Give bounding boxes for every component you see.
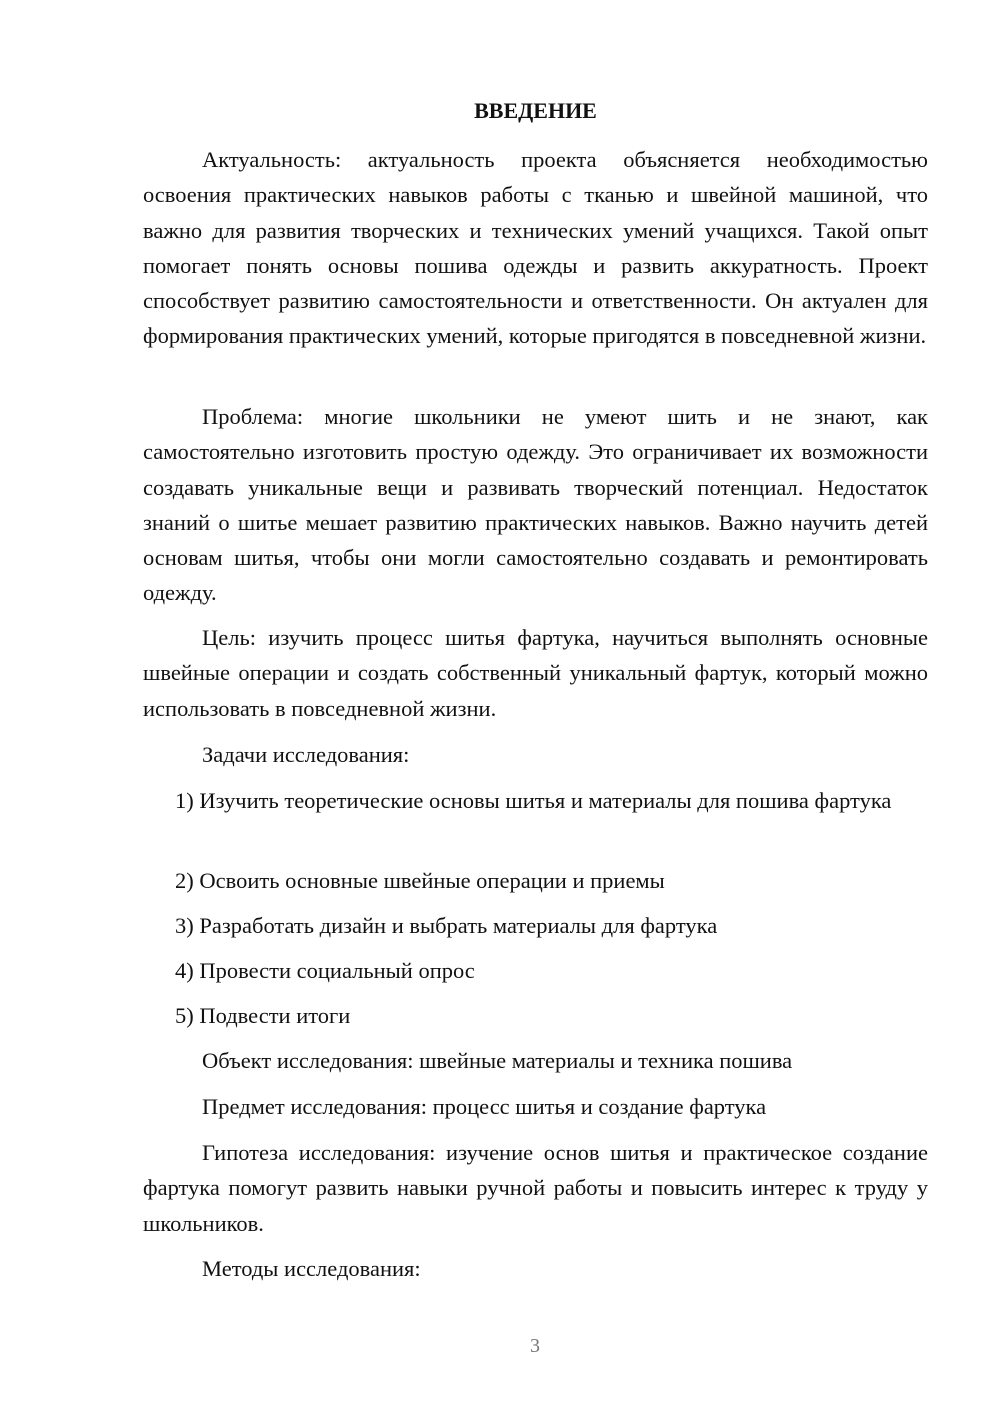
task-item-1: 1) Изучить теоретические основы шитья и материалы для пошива фартука <box>175 788 892 813</box>
object-paragraph: Объект исследования: швейные материалы и техника пошива <box>202 1048 793 1073</box>
task-item-3: 3) Разработать дизайн и выбрать материалы для фартука <box>175 913 718 938</box>
tasks-title: Задачи исследования: <box>202 742 410 767</box>
page-number: 3 <box>530 1335 540 1357</box>
task-item-2: 2) Освоить основные швейные операции и приемы <box>175 868 665 893</box>
methods-title: Методы исследования: <box>202 1256 421 1281</box>
task-item-5: 5) Подвести итоги <box>175 1003 351 1028</box>
hypothesis-paragraph: Гипотеза исследования: изучение основ шитья и практическое создание фартука помогут развить навыки ручной работы и повысить интерес к труду у школьников. <box>143 1140 928 1236</box>
subject-paragraph: Предмет исследования: процесс шитья и создание фартука <box>202 1094 767 1119</box>
page-title: ВВЕДЕНИЕ <box>474 98 597 123</box>
problem-paragraph: Проблема: многие школьники не умеют шить и не знают, как самостоятельно изготовить простую одежду. Это ограничивает их возможности создавать уникальные вещи и развивать творческий потенциал. Недостаток знаний о шитье мешает развитию практических навыков. Важно научить детей основам шитья, чтобы они могли самостоятельно создавать и ремонтировать одежду. <box>143 404 928 606</box>
relevance-paragraph: Актуальность: актуальность проекта объясняется необходимостью освоения практических навыков работы с тканью и швейной машиной, что важно для развития творческих и технических умений учащихся. Такой опыт помогает понять основы пошива одежды и развить аккуратность. Проект способствует развитию самостоятельности и ответственности. Он актуален для формирования практических умений, которые пригодятся в повседневной жизни. <box>143 147 928 349</box>
task-item-4: 4) Провести социальный опрос <box>175 958 475 983</box>
goal-paragraph: Цель: изучить процесс шитья фартука, научиться выполнять основные швейные операции и создать собственный уникальный фартук, который можно использовать в повседневной жизни. <box>143 625 928 721</box>
